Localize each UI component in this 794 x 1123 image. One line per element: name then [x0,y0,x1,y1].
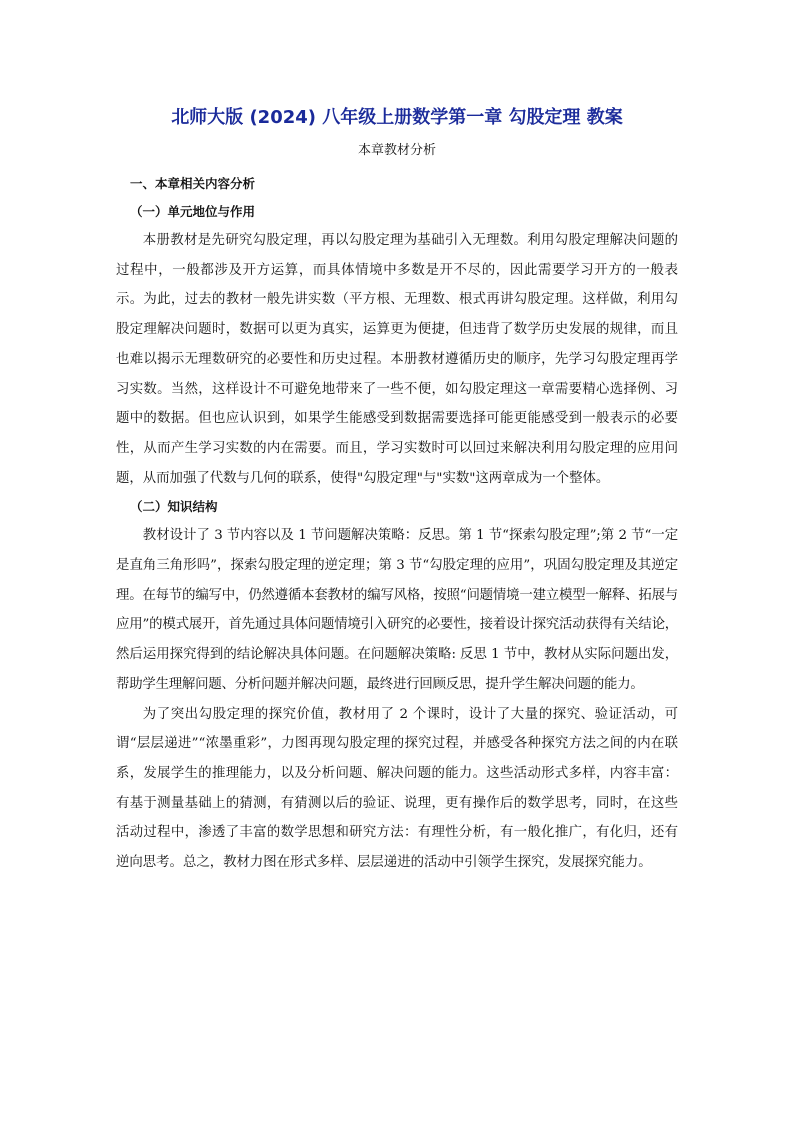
document-subtitle: 本章教材分析 [357,143,436,158]
paragraph-2: 教材设计了 3 节内容以及 1 节问题解决策略：反思。第 1 节“探索勾股定理”;第 2 节“一定是直角三角形吗”，探索勾股定理的逆定理；第 3 节“勾股定理的应用”，巩固勾股定理及其逆定理。在每节的编写中，仍然遵循本套教材的编写风格，按照“问题情境一建立模型一解释、拓展与应用”的模式展开，首先通过具体问题情境引入研究的必要性，接着设计探究活动获得有关结论，然后运用探究得到的结论解决具体问题。在问题解决策略: 反思 1 节中，教材从实际问题出发，帮助学生理解问题、分析问题并解决问题，最终进行回顾反思，提升学生解决问题的能力。 [116,528,678,692]
subsection-heading-2: （二）知识结构 [130,499,218,515]
paragraph-3: 为了突出勾股定理的探究价值，教材用了 2 个课时，设计了大量的探究、验证活动，可谓“层层递进”“浓墨重彩”，力图再现勾股定理的探究过程，并感受各种探究方法之间的内在联系，发展学生的推理能力，以及分析问题、解决问题的能力。这些活动形式多样，内容丰富：有基于测量基础上的猜测，有猜测以后的验证、说理，更有操作后的数学思考，同时，在这些活动过程中，渗透了丰富的数学思想和研究方法：有理性分析，有一般化推广，有化归，还有逆向思考。总之，教材力图在形式多样、层层递进的活动中引领学生探究，发展探究能力。 [116,706,678,871]
section-heading-1: 一、本章相关内容分析 [130,176,256,191]
document-title: 北师大版 (2024) 八年级上册数学第一章 勾股定理 教案 [171,107,623,128]
paragraph-1: 本册教材是先研究勾股定理，再以勾股定理为基础引入无理数。利用勾股定理解决问题的过程中，一般都涉及开方运算，而具体情境中多数是开不尽的，因此需要学习开方的一般表示。为此，过去的教材一般先讲实数（平方根、无理数、根式再讲勾股定理。这样做，利用勾股定理解决问题时，数据可以更为真实，运算更为便捷，但违背了数学历史发展的规律，而且也难以揭示无理数研究的必要性和历史过程。本册教材遵循历史的顺序，先学习勾股定理再学习实数。当然，这样设计不可避免地带来了一些不便，如勾股定理这一章需要精心选择例、习题中的数据。但也应认识到，如果学生能感受到数据需要选择可能更能感受到一般表示的必要性，从而产生学习实数的内在需要。而且，学习实数时可以回过来解决利用勾股定理的应用问题，从而加强了代数与几何的联系，使得"勾股定理"与"实数"这两章成为一个整体。 [116,233,678,486]
subsection-heading-1: （一）单元地位与作用 [130,204,256,219]
